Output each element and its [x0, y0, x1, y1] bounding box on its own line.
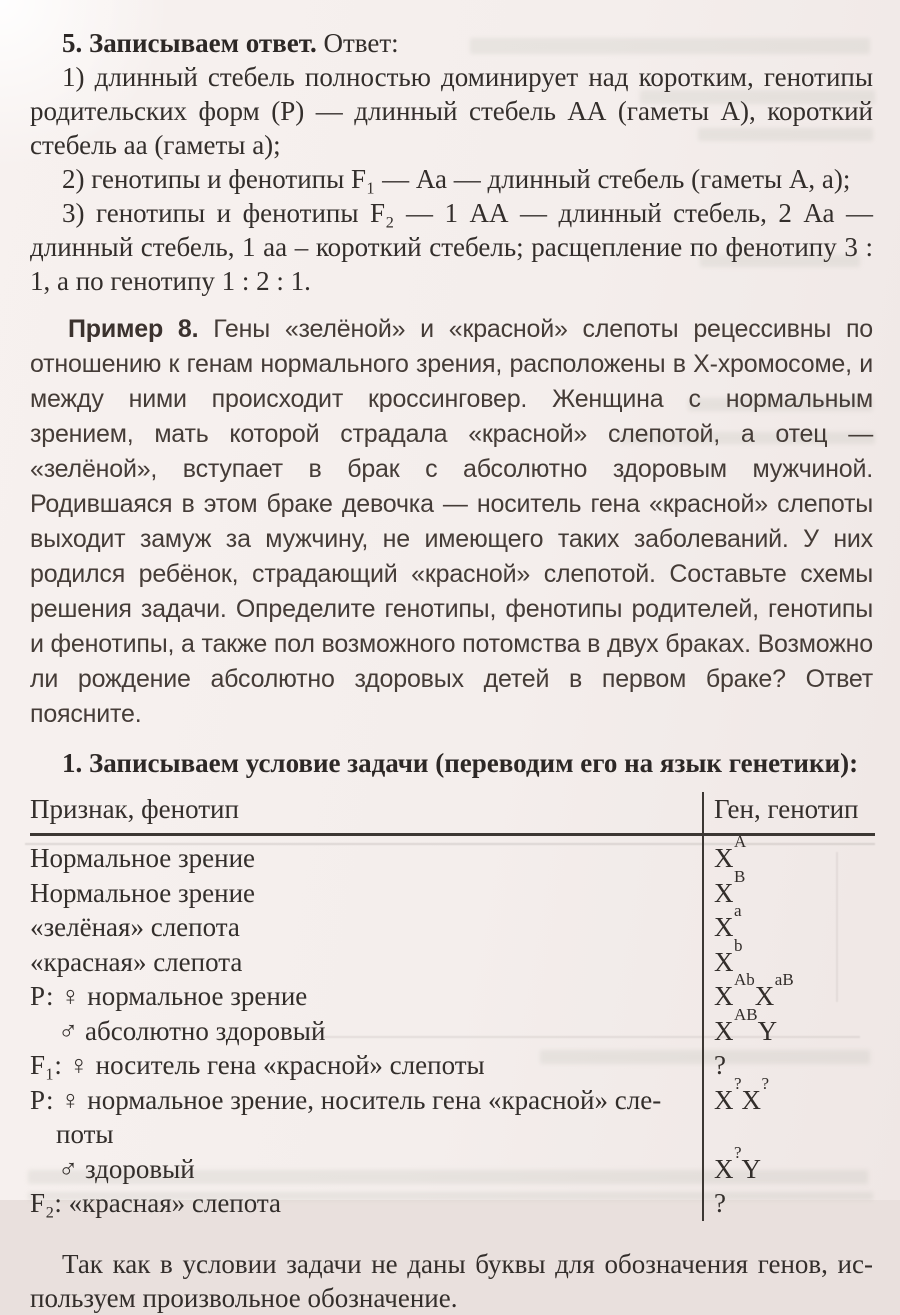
genotype-base: X	[714, 912, 734, 942]
table-row	[30, 1186, 875, 1221]
genotype-superscript: ?	[761, 1073, 770, 1093]
table-row	[30, 835, 875, 876]
genotype-cell	[703, 1142, 875, 1187]
condition-table	[30, 792, 875, 1221]
example-text: Гены «зелёной» и «красной» слепоты рецессивны по отношению к генам нормального зрения, расположены в Х-хромосоме, и между ними происходит кроссинговер. Женщина с нормальным зрением, мать которой страдала «красной» слепотой, а отец — «зелёной», вступает в брак с абсолютно здоровым мужчиной. Родившаяся в этом браке девочка — носитель гена «красной» слепоты выходит замуж за мужчину, не имеющего таких заболеваний. У них родился ребёнок, страдающий «красной» слепотой. Составьте схемы решения задачи. Определите генотипы, фенотипы родителей, генотипы и фенотипы, а также пол возможного потомства в двух браках. Возможно ли рождение абсолютно здоровых детей в первом браке? Ответ поясните.	[30, 315, 873, 728]
genotype-superscript: a	[734, 901, 742, 920]
example-section	[30, 312, 873, 732]
genotype-superscript: A	[734, 832, 747, 851]
table-row	[30, 1048, 875, 1083]
genotype-base: Y	[741, 1153, 762, 1184]
closing-paragraph: Так как в условии задачи не даны буквы для обозначения генов, используем произвольное обозначение.	[30, 1248, 873, 1313]
trait-cell: ♂ здоровый	[58, 1153, 195, 1184]
trait-cell: F₂: «красная» слепота	[30, 1188, 282, 1218]
trait-column-header: Признак, фенотип	[30, 792, 703, 835]
genotype-column-header: Ген, генотип	[703, 792, 875, 835]
genotype-superscript: ?	[734, 1142, 742, 1162]
genotype-cell	[703, 901, 875, 945]
trait-cell: Р: ♀ нормальное зрение, носитель гена «красной» слепоты	[30, 1084, 662, 1149]
condition-heading: 1. Записываем условие задачи (переводим его на язык генетики):	[62, 748, 859, 778]
table-row	[30, 910, 875, 945]
trait-cell: «красная» слепота	[30, 946, 243, 977]
genotype-cell	[703, 1073, 875, 1152]
genotype-base: X	[741, 1084, 762, 1115]
answer-item-3: 3) генотипы и фенотипы F₂ — 1 АА — длинный стебель, 2 Аа — длинный стебель, 1 аа – короткий стебель; расщепление по фенотипу 3 : 1, а по генотипу 1 : 2 : 1.	[30, 198, 873, 296]
trait-cell: «зелёная» слепота	[30, 912, 240, 942]
table-row	[30, 1083, 875, 1152]
trait-cell: Р: ♀ нормальное зрение	[30, 981, 308, 1011]
answer-heading-bold: 5. Записываем ответ.	[62, 28, 317, 58]
genotype-base: X	[714, 877, 734, 908]
genotype-base: X	[714, 1015, 734, 1046]
genotype-superscript: aB	[774, 970, 794, 989]
genotype-base: X	[714, 1084, 734, 1115]
genotype-base: X	[714, 843, 734, 873]
example-paragraph	[30, 312, 873, 732]
answer-item-1: 1) длинный стебель полностью доминирует над коротким, генотипы родительских форм (Р) — длинный стебель АА (гаметы А), короткий стебель аа (гаметы а);	[30, 62, 873, 160]
genotype-cell	[703, 1186, 875, 1221]
table-row	[30, 1014, 875, 1049]
table-header-row	[30, 792, 875, 835]
genotype-superscript: AB	[734, 1004, 758, 1024]
genotype-base: Y	[757, 1015, 778, 1046]
table-row	[30, 876, 875, 911]
trait-cell: ♂ абсолютно здоровый	[58, 1015, 326, 1046]
genotype-superscript: b	[734, 935, 743, 955]
genotype-cell	[703, 832, 875, 876]
genotype-cell	[703, 1048, 875, 1083]
genotype-cell	[703, 970, 875, 1014]
trait-cell: Нормальное зрение	[30, 877, 256, 908]
genotype-cell	[703, 866, 875, 911]
answer-section	[30, 26, 873, 298]
example-label: Пример 8.	[68, 315, 199, 343]
trait-cell: Нормальное зрение	[30, 843, 256, 873]
table-row	[30, 1152, 875, 1187]
genotype-cell	[703, 1004, 875, 1049]
genotype-superscript: Ab	[734, 970, 755, 989]
genotype-base: X	[714, 946, 734, 977]
genotype-base: ?	[714, 1188, 727, 1218]
genotype-base: X	[714, 981, 734, 1011]
genotype-base: X	[714, 1153, 734, 1184]
genotype-superscript: B	[734, 866, 746, 886]
genotype-superscript: ?	[734, 1073, 742, 1093]
answer-heading-rest: Ответ:	[316, 28, 399, 58]
genotype-base: X	[754, 981, 775, 1011]
answer-item-2: 2) генотипы и фенотипы F₁ — Аа — длинный стебель (гаметы А, а);	[62, 164, 851, 194]
answer-heading-line	[30, 26, 873, 60]
trait-cell: F₁: ♀ носитель гена «красной» слепоты	[30, 1050, 485, 1080]
genotype-base: ?	[714, 1050, 727, 1080]
